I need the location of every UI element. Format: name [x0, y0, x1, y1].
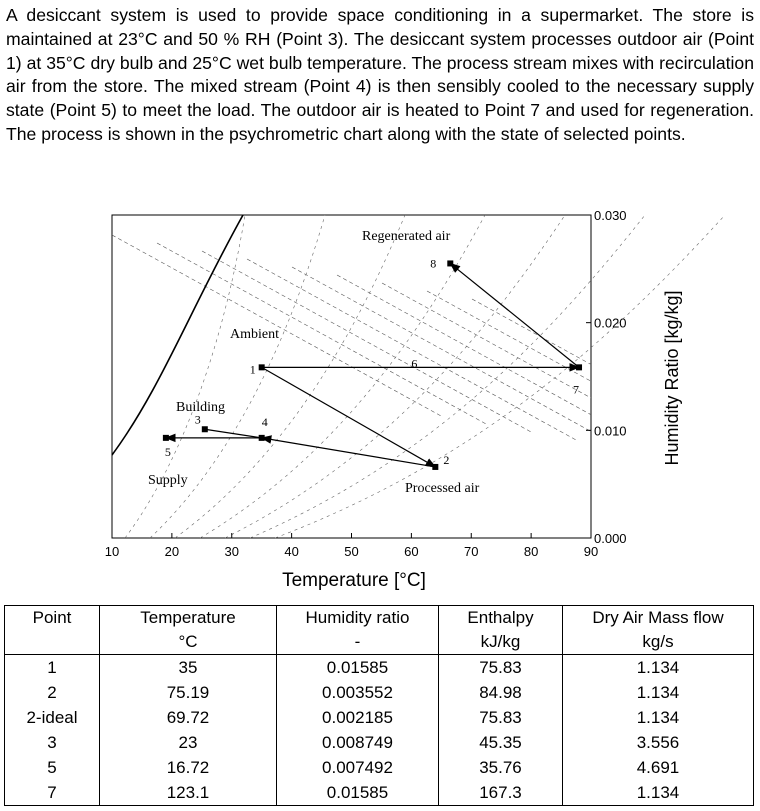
table-cell: 75.83 — [439, 705, 563, 730]
problem-statement: A desiccant system is used to provide space conditioning in a supermarket. The store is maintained at 23°C and 50 % RH (Point 3). The desiccant system processes outdoor air (Point 1) at 35°C dry bulb and 25°C wet bulb temperature. The process stream mixes with recirculation air from the store. The mixed stream (Point 4) is then sensibly cooled to the necessary supply state (Point 5) to meet the load. The outdoor air is heated to Point 7 and used for regeneration. The process is shown in the psychrometric chart along with the state of selected points. — [6, 5, 754, 144]
rh-guide-curve — [150, 215, 325, 538]
table-cell: 0.003552 — [277, 680, 439, 705]
x-axis-ticks — [105, 533, 598, 559]
annotation-building: Building — [176, 400, 226, 415]
x-tick-label: 90 — [583, 544, 599, 559]
enthalpy-guide-line — [247, 259, 580, 441]
annotation-regenerated-air: Regenerated air — [362, 229, 451, 244]
y-axis-ticks — [586, 208, 627, 546]
table-cell: 35 — [100, 655, 277, 681]
table-cell: 5 — [5, 755, 100, 780]
table-cell: 84.98 — [439, 680, 563, 705]
table-cell: 7 — [5, 780, 100, 806]
table-cell: 0.007492 — [277, 755, 439, 780]
table-cell: 1.134 — [563, 780, 754, 806]
table-cell: 35.76 — [439, 755, 563, 780]
x-tick-label: 50 — [344, 544, 359, 559]
y-tick-label: 0.010 — [594, 423, 627, 439]
table-cell: 75.83 — [439, 655, 563, 681]
table-cell: 0.01585 — [277, 655, 439, 681]
table-cell: 16.72 — [100, 755, 277, 780]
table-cell: 75.19 — [100, 680, 277, 705]
table-cell: 0.01585 — [277, 780, 439, 806]
table-header-row — [5, 606, 754, 631]
x-tick-label: 80 — [523, 544, 539, 559]
annotation-ambient: Ambient — [230, 327, 279, 342]
table-cell: 23 — [100, 730, 277, 755]
state-point-label: 1 — [249, 362, 256, 377]
state-point-2 — [432, 464, 438, 470]
x-tick-label: 30 — [224, 544, 239, 559]
state-point-label: 4 — [261, 414, 268, 429]
rh-guide-curve — [175, 215, 405, 538]
x-tick-label: 20 — [164, 544, 180, 559]
unit-temperature: °C — [100, 630, 277, 655]
enthalpy-guide-line — [337, 275, 591, 415]
state-point-label: 8 — [430, 256, 437, 271]
enthalpy-guide-line — [382, 283, 591, 398]
state-point-label: 3 — [194, 412, 201, 427]
table-row — [5, 705, 754, 730]
table-cell: 45.35 — [439, 730, 563, 755]
unit-mass-flow: kg/s — [563, 630, 754, 655]
state-point-3 — [202, 426, 208, 432]
saturation-curve — [112, 215, 243, 455]
x-tick-label: 60 — [404, 544, 419, 559]
table-cell: 69.72 — [100, 705, 277, 730]
psychrometric-chart — [0, 200, 760, 600]
plot-frame — [112, 215, 591, 538]
rh-guide-curve — [225, 215, 565, 538]
table-row — [5, 655, 754, 681]
header-temperature: Temperature — [100, 606, 277, 631]
table-units-row — [5, 630, 754, 655]
state-point-4 — [259, 435, 265, 441]
table-cell: 123.1 — [100, 780, 277, 806]
table-cell: 2 — [5, 680, 100, 705]
unit-humidity-ratio: - — [277, 630, 439, 655]
table-row — [5, 730, 754, 755]
state-point-label: 6 — [411, 356, 418, 371]
header-enthalpy: Enthalpy — [439, 606, 563, 631]
process-line-3-4 — [205, 429, 262, 438]
header-point: Point — [5, 606, 100, 631]
table-cell: 0.002185 — [277, 705, 439, 730]
unit-enthalpy: kJ/kg — [439, 630, 563, 655]
rh-guide-curve — [275, 215, 725, 538]
x-tick-label: 40 — [284, 544, 299, 559]
table-row — [5, 755, 754, 780]
state-point-8 — [447, 260, 453, 266]
x-tick-label: 70 — [464, 544, 479, 559]
table-cell: 167.3 — [439, 780, 563, 806]
y-axis-label: Humidity Ratio [kg/kg] — [662, 290, 682, 466]
table-cell: 3.556 — [563, 730, 754, 755]
state-point-label: 2 — [443, 452, 450, 467]
table-row — [5, 780, 754, 806]
table-cell: 1.134 — [563, 655, 754, 681]
x-axis-label: Temperature [°C] — [282, 570, 426, 591]
state-point-7 — [576, 364, 582, 370]
state-point-1 — [259, 364, 265, 370]
table-cell: 1.134 — [563, 680, 754, 705]
process-lines — [166, 263, 579, 466]
table-cell: 2-ideal — [5, 705, 100, 730]
y-tick-label: 0.020 — [594, 315, 627, 331]
table-cell: 0.008749 — [277, 730, 439, 755]
header-mass-flow: Dry Air Mass flow — [563, 606, 754, 631]
enthalpy-guide-line — [472, 299, 591, 364]
table-cell: 3 — [5, 730, 100, 755]
annotation-supply: Supply — [148, 473, 188, 488]
unit-point — [5, 630, 100, 655]
y-tick-label: 0.000 — [594, 531, 627, 546]
enthalpy-guide-line — [292, 267, 591, 431]
table-row — [5, 680, 754, 705]
table-cell: 1 — [5, 655, 100, 681]
state-table — [4, 605, 754, 806]
annotation-processed-air: Processed air — [405, 481, 480, 496]
enthalpy-guide-line — [157, 243, 487, 425]
y-tick-label: 0.030 — [594, 208, 627, 223]
rh-guide-curve — [125, 215, 245, 538]
x-tick-label: 10 — [104, 544, 120, 559]
enthalpy-guide-line — [112, 235, 442, 417]
header-humidity-ratio: Humidity ratio — [277, 606, 439, 631]
state-point-5 — [163, 435, 169, 441]
state-point-label: 5 — [164, 444, 171, 459]
process-line-7-8 — [450, 263, 579, 367]
table-cell: 1.134 — [563, 705, 754, 730]
state-point-label: 7 — [573, 382, 580, 397]
table-cell: 4.691 — [563, 755, 754, 780]
